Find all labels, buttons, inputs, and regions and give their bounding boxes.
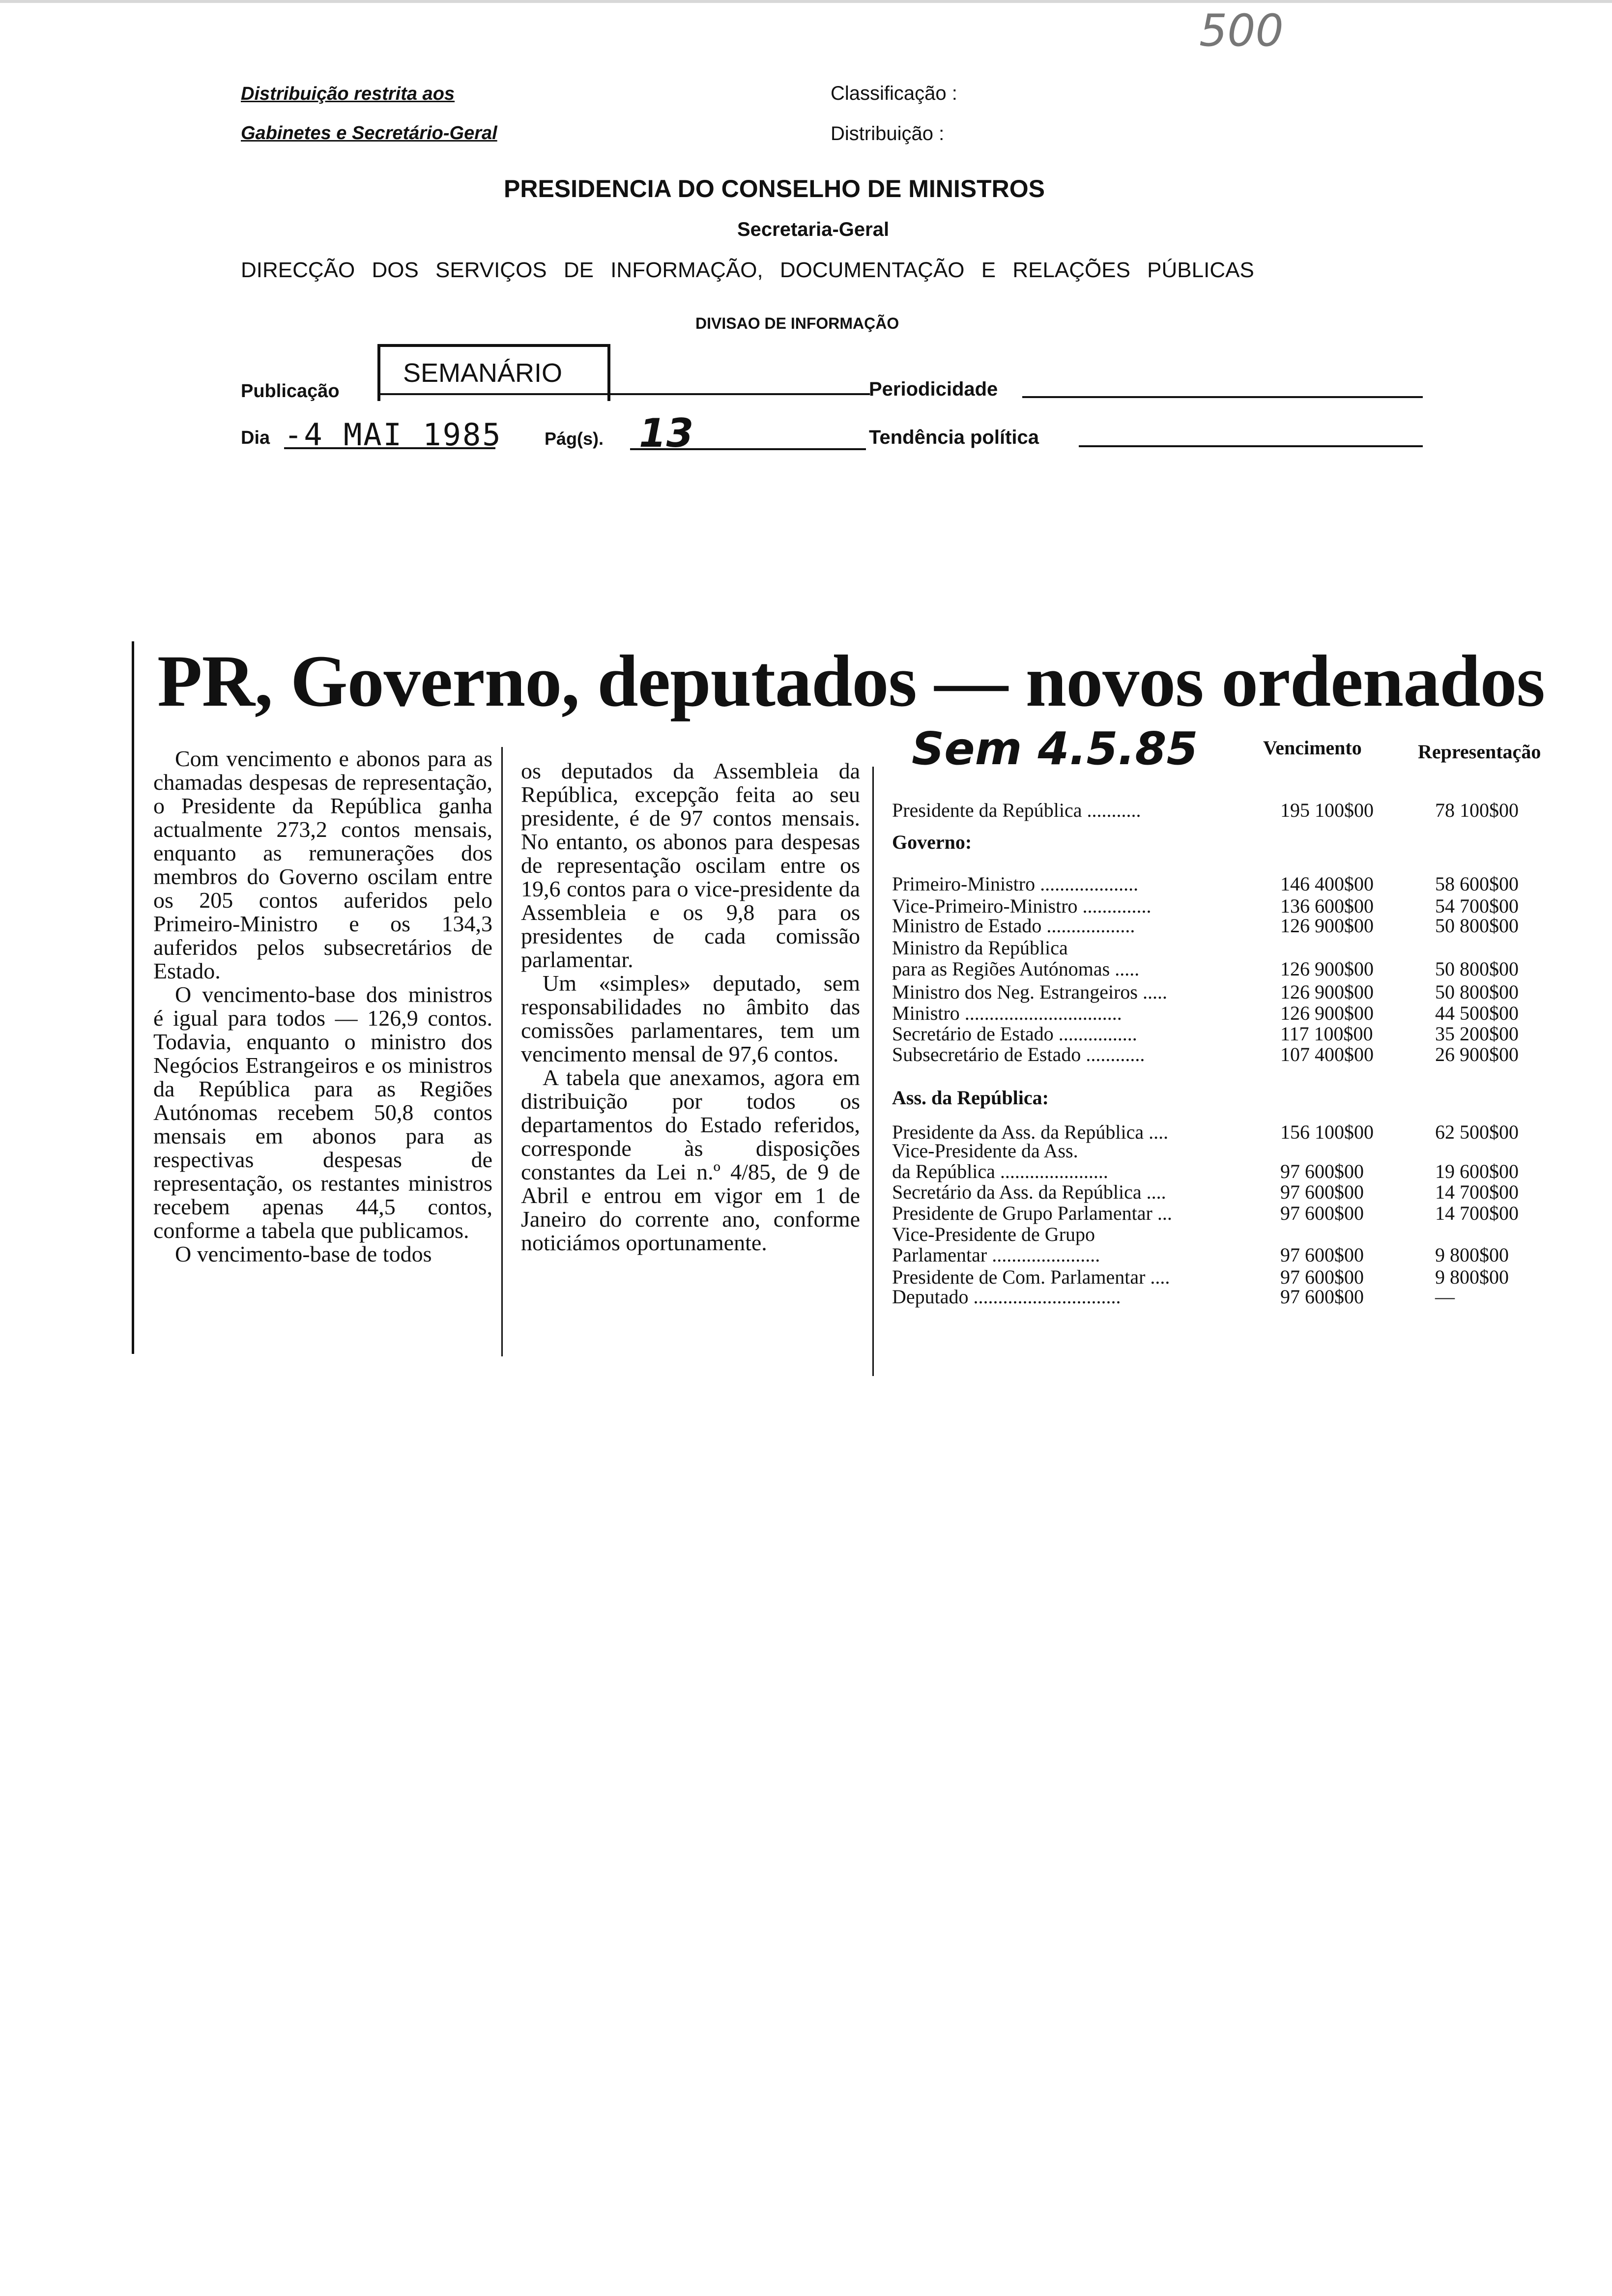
- division-line: DIVISAO DE INFORMAÇÃO: [695, 315, 899, 332]
- paragraph: A tabela que anexamos, agora em distribuição por todos os departamentos do Estado referidos, corresponde às disposições constantes da Lei n.º 4/85, de 9 de Abril e entrou em vigor em 1 de Janeiro do corrente ano, conforme noticiámos oportunamente.: [521, 1065, 860, 1255]
- corner-mark: 500: [1199, 5, 1284, 57]
- representacao-cell: 14 700$00: [1435, 1181, 1519, 1203]
- representacao-cell: 19 600$00: [1435, 1160, 1519, 1182]
- row-label: Primeiro-Ministro ....................: [892, 873, 1139, 895]
- vencimento-cell: 97 600$00: [1280, 1266, 1364, 1288]
- table-row: [892, 872, 1580, 894]
- vencimento-cell: 156 100$00: [1280, 1121, 1374, 1143]
- representacao-cell: 14 700$00: [1435, 1202, 1519, 1224]
- vencimento-cell: 117 100$00: [1280, 1023, 1373, 1045]
- vencimento-cell: 126 900$00: [1280, 981, 1374, 1003]
- table-row: [892, 1160, 1580, 1181]
- row-label: Presidente de Grupo Parlamentar ...: [892, 1202, 1172, 1224]
- pages-label: Pág(s).: [545, 429, 604, 449]
- vencimento-cell: 126 900$00: [1280, 958, 1374, 980]
- vencimento-cell: 136 600$00: [1280, 895, 1374, 917]
- table-row: [892, 894, 1580, 916]
- representacao-cell: 54 700$00: [1435, 895, 1519, 917]
- vencimento-cell: 146 400$00: [1280, 873, 1374, 895]
- representacao-cell: 50 800$00: [1435, 981, 1519, 1003]
- distribution-note-line1: Distribuição restrita aos: [241, 84, 455, 104]
- col-header-vencimento: Vencimento: [1263, 737, 1362, 759]
- row-label: Vice-Primeiro-Ministro ..............: [892, 895, 1151, 917]
- article-column-1: [153, 747, 492, 1266]
- table-row: [892, 1202, 1580, 1223]
- clip-left-border: [132, 641, 134, 1354]
- representacao-cell: 62 500$00: [1435, 1121, 1519, 1143]
- representacao-cell: 35 200$00: [1435, 1023, 1519, 1045]
- row-label: Presidente da Ass. da República ....: [892, 1121, 1169, 1143]
- representacao-cell: 26 900$00: [1435, 1043, 1519, 1065]
- row-label: Deputado ..............................: [892, 1286, 1121, 1308]
- table-row: [892, 1180, 1580, 1202]
- table-row: [892, 957, 1580, 979]
- pages-value: 13: [639, 410, 694, 456]
- table-row: [892, 1139, 1580, 1161]
- date-underline: [284, 447, 495, 449]
- table-row: [892, 914, 1580, 936]
- row-label: Ministro da República: [892, 937, 1068, 959]
- article-column-2: [521, 759, 860, 1255]
- classification-label: Classificação :: [831, 83, 957, 104]
- vencimento-cell: 126 900$00: [1280, 1002, 1374, 1024]
- representacao-cell: 58 600$00: [1435, 873, 1519, 895]
- row-label: Secretário da Ass. da República ....: [892, 1181, 1166, 1203]
- row-label: Ass. da República:: [892, 1087, 1049, 1109]
- table-row: [892, 1022, 1580, 1044]
- periodicity-label: Periodicidade: [869, 378, 998, 400]
- representacao-cell: 78 100$00: [1435, 799, 1519, 821]
- table-row: [892, 1285, 1580, 1307]
- row-label: Governo:: [892, 831, 972, 853]
- vencimento-cell: 97 600$00: [1280, 1160, 1364, 1182]
- tendency-underline: [1079, 445, 1423, 447]
- row-label: Vice-Presidente da Ass.: [892, 1140, 1078, 1162]
- vencimento-cell: 97 600$00: [1280, 1244, 1364, 1266]
- table-row: [892, 1243, 1580, 1265]
- vencimento-cell: 97 600$00: [1280, 1202, 1364, 1224]
- article-headline: PR, Governo, deputados — novos ordenados: [157, 640, 1545, 722]
- row-label: Ministro ................................: [892, 1002, 1122, 1024]
- row-label: Ministro dos Neg. Estrangeiros .....: [892, 981, 1167, 1003]
- tendency-label: Tendência política: [869, 427, 1039, 448]
- paragraph: O vencimento-base de todos: [175, 1241, 432, 1266]
- date-stamp: -4 MAI 1985: [284, 417, 502, 453]
- vencimento-cell: 195 100$00: [1280, 799, 1374, 821]
- salary-table: [892, 732, 1580, 1371]
- pages-underline: [630, 448, 866, 450]
- paragraph: Um «simples» deputado, sem responsabilidades no âmbito das comissões parlamentares, tem um vencimento mensal de 97,6 contos.: [521, 971, 860, 1066]
- table-row: [892, 936, 1580, 958]
- direction-line: DIRECÇÃO DOS SERVIÇOS DE INFORMAÇÃO, DOCUMENTAÇÃO E RELAÇÕES PÚBLICAS: [241, 258, 1254, 282]
- vencimento-cell: 107 400$00: [1280, 1043, 1374, 1065]
- column-divider: [501, 747, 503, 1356]
- row-label: Presidente de Com. Parlamentar ....: [892, 1266, 1170, 1288]
- row-label: da República ......................: [892, 1160, 1108, 1182]
- row-label: Ministro de Estado ..................: [892, 915, 1135, 937]
- table-row: [892, 799, 1580, 820]
- representacao-cell: 50 800$00: [1435, 958, 1519, 980]
- paragraph: O vencimento-base dos ministros é igual para todos — 126,9 contos. Todavia, enquanto o ministro dos Negócios Estrangeiros e os ministros da República para as Regiões Autónomas recebem 50,8 contos mensais em abonos para as respectivas despesas de representação, os restantes ministros recebem apenas 44,5 contos, conforme a tabela que publicamos.: [153, 982, 492, 1243]
- periodicity-underline: [1022, 396, 1423, 398]
- org-title: PRESIDENCIA DO CONSELHO DE MINISTROS: [504, 175, 1045, 202]
- table-row: [892, 1265, 1580, 1287]
- column-divider-2: [872, 767, 874, 1376]
- org-subtitle: Secretaria-Geral: [737, 219, 890, 240]
- representacao-cell: 9 800$00: [1435, 1266, 1509, 1288]
- paragraph: Com vencimento e abonos para as chamadas despesas de representação, o Presidente da República ganha actualmente 273,2 contos mensais, enquanto as remunerações dos membros do Governo oscilam entre os 205 contos auferidos pelo Primeiro-Ministro e os 134,3 auferidos pelos subsecretários de Estado.: [153, 746, 492, 983]
- publication-value: SEMANÁRIO: [403, 358, 563, 388]
- row-label: Vice-Presidente de Grupo: [892, 1223, 1095, 1245]
- col-header-representacao: Representação: [1418, 741, 1541, 763]
- top-scan-edge: [0, 0, 1612, 3]
- representacao-cell: 44 500$00: [1435, 1002, 1519, 1024]
- table-row: [892, 1002, 1580, 1023]
- vencimento-cell: 126 900$00: [1280, 915, 1374, 937]
- table-row: [892, 1223, 1580, 1244]
- paragraph: os deputados da Assembleia da República, excepção feita ao seu presidente, é de 97 contos mensais. No entanto, os abonos para despesas de representação oscilam entre os 19,6 contos para o vice-presidente da Assembleia e os 9,8 para os presidentes de cada comissão parlamentar.: [521, 758, 860, 972]
- vencimento-cell: 97 600$00: [1280, 1286, 1364, 1308]
- distribution-label: Distribuição :: [831, 123, 945, 144]
- row-label: Parlamentar ......................: [892, 1244, 1100, 1266]
- handwritten-note: Sem 4.5.85: [912, 722, 1198, 775]
- row-label: Subsecretário de Estado ............: [892, 1043, 1145, 1065]
- row-label: para as Regiões Autónomas .....: [892, 958, 1140, 980]
- table-row: [892, 980, 1580, 1002]
- table-row: [892, 831, 1580, 852]
- publication-underline: [378, 393, 870, 395]
- table-row: [892, 1043, 1580, 1064]
- representacao-cell: —: [1435, 1286, 1455, 1308]
- table-row: [892, 1086, 1580, 1108]
- representacao-cell: 50 800$00: [1435, 915, 1519, 937]
- vencimento-cell: 97 600$00: [1280, 1181, 1364, 1203]
- publication-label: Publicação: [241, 381, 340, 402]
- row-label: Presidente da República ...........: [892, 799, 1141, 821]
- representacao-cell: 9 800$00: [1435, 1244, 1509, 1266]
- row-label: Secretário de Estado ................: [892, 1023, 1137, 1045]
- day-label: Dia: [241, 428, 270, 448]
- distribution-note-line2: Gabinetes e Secretário-Geral: [241, 123, 497, 144]
